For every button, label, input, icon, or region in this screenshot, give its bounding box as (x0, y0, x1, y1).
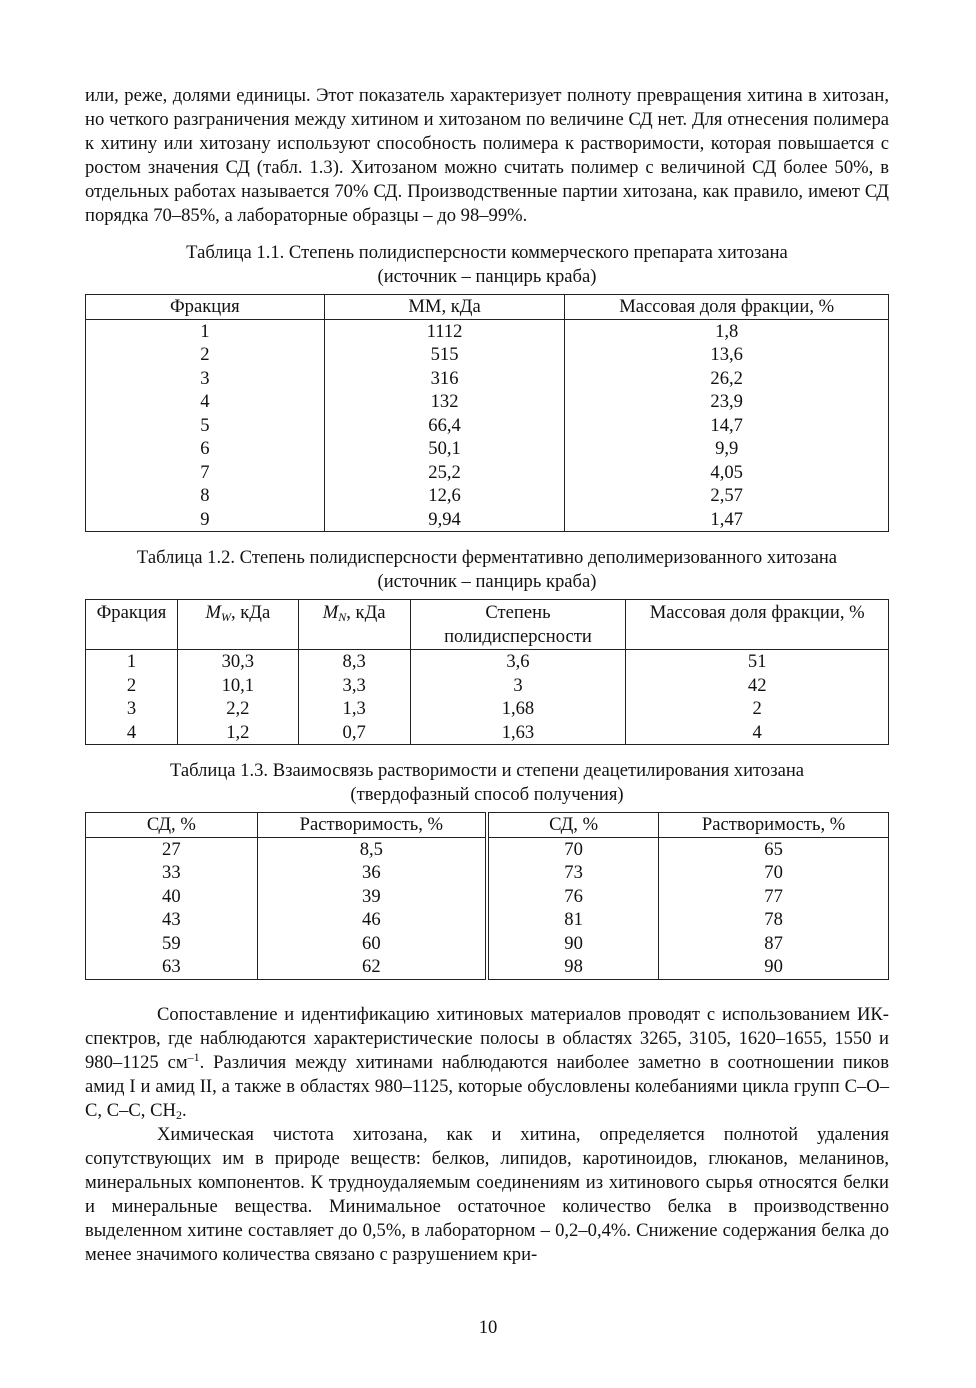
table-cell: 66,4 (324, 414, 565, 438)
table-cell: 132 (324, 390, 565, 414)
table-cell: 5 (86, 414, 325, 438)
paragraph-ir-sup: –1 (187, 1049, 200, 1064)
table-row (86, 908, 889, 932)
table-cell: 39 (257, 885, 487, 909)
table-cell: 63 (86, 955, 258, 979)
table-row (86, 885, 889, 909)
table3 (85, 812, 889, 980)
table-cell: 4,05 (565, 461, 889, 485)
table3-header-row (86, 813, 889, 838)
table-cell: 26,2 (565, 367, 889, 391)
table-cell: 59 (86, 932, 258, 956)
table1-body (86, 319, 889, 532)
table3-header-sd-right: СД, % (487, 813, 659, 838)
table-cell: 70 (659, 861, 889, 885)
table3-body (86, 837, 889, 979)
table-cell: 1 (86, 650, 178, 674)
table-cell: 46 (257, 908, 487, 932)
table-cell: 87 (659, 932, 889, 956)
table2-header-mn-unit: , кДа (346, 602, 386, 623)
table-cell: 4 (86, 390, 325, 414)
table2-caption-line1: Таблица 1.2. Степень полидисперсности ферментативно деполимеризованного хитозана (136, 547, 838, 568)
table-cell: 7 (86, 461, 325, 485)
table2-caption-line2: (источник – панцирь краба) (377, 571, 597, 592)
table-row (86, 414, 889, 438)
table-cell: 8 (86, 484, 325, 508)
table1-caption-line1: Таблица 1.1. Степень полидисперсности коммерческого препарата хитозана (186, 242, 788, 263)
table-row (86, 861, 889, 885)
table2-header-degree-line2: полидисперсности (444, 626, 592, 647)
table3-header-solubility-left: Растворимость, % (257, 813, 487, 838)
table-cell: 1,2 (177, 721, 298, 745)
paragraph-ir-spectra (85, 1003, 889, 1123)
table-row (86, 508, 889, 532)
table1-header-fraction: Фракция (86, 295, 325, 320)
table-cell: 6 (86, 437, 325, 461)
table-cell: 60 (257, 932, 487, 956)
table3-header-solubility-right: Растворимость, % (659, 813, 889, 838)
table3-caption-line2: (твердофазный способ получения) (350, 784, 624, 805)
table-row (86, 437, 889, 461)
table-cell: 3 (86, 697, 178, 721)
table-cell: 3 (86, 367, 325, 391)
table-cell: 73 (487, 861, 659, 885)
table2-header-fraction: Фракция (86, 600, 178, 650)
table-cell: 13,6 (565, 343, 889, 367)
table-cell: 23,9 (565, 390, 889, 414)
table2-header-row (86, 600, 889, 650)
table-row (86, 650, 889, 674)
paragraph-ir-sub: 2 (175, 1107, 182, 1122)
table-cell: 1 (86, 319, 325, 343)
table-cell: 10,1 (177, 674, 298, 698)
table-cell: 50,1 (324, 437, 565, 461)
table1 (85, 294, 889, 532)
table2-header-mass: Массовая доля фракции, % (626, 600, 889, 650)
table-cell: 4 (626, 721, 889, 745)
table-row (86, 955, 889, 979)
table-cell: 27 (86, 837, 258, 861)
table-cell: 78 (659, 908, 889, 932)
paragraph-ir-part3: . (181, 1099, 187, 1121)
paragraph-chemical-purity: Химическая чистота хитозана, как и хитина, определяется полнотой удаления сопутствующих им в природе веществ: белков, липидов, каротиноидов, глюканов, меланинов, минеральных компонентов. К трудноудаляемым соединениям из хитинового сырья относятся белки и минеральные вещества. Минимальное остаточное количество белка в производственно выделенном хитине составляет до 0,5%, в лабораторном – 0,2–0,4%. Снижение содержания белка до менее значимого количества связано с разрушением кри- (85, 1123, 889, 1265)
table-cell: 8,5 (257, 837, 487, 861)
table2-header-mw-symbol: M (205, 602, 221, 623)
table2-header-mw-unit: , кДа (230, 602, 271, 623)
table-cell: 14,7 (565, 414, 889, 438)
table3-caption (85, 759, 889, 807)
table-cell: 2,57 (565, 484, 889, 508)
table-cell: 2 (626, 697, 889, 721)
table-cell: 9 (86, 508, 325, 532)
table2-body (86, 650, 889, 745)
table2-header-mw-sub: W (220, 610, 231, 624)
table-cell: 1,3 (298, 697, 410, 721)
table-row (86, 697, 889, 721)
table2-header-mn-sub: N (338, 610, 347, 624)
table2-header-degree (410, 600, 626, 650)
table1-caption-line2: (источник – панцирь краба) (377, 266, 597, 287)
table1-header-mm: ММ, кДа (324, 295, 565, 320)
table-cell: 3 (410, 674, 626, 698)
table-row (86, 319, 889, 343)
table-cell: 77 (659, 885, 889, 909)
table-cell: 40 (86, 885, 258, 909)
table2-header-mw (177, 600, 298, 650)
table-cell: 90 (659, 955, 889, 979)
table-row (86, 721, 889, 745)
table-cell: 62 (257, 955, 487, 979)
table-row (86, 390, 889, 414)
table-cell: 98 (487, 955, 659, 979)
table-row (86, 837, 889, 861)
table2 (85, 599, 889, 745)
table2-header-mn (298, 600, 410, 650)
table-cell: 1,8 (565, 319, 889, 343)
paragraph-ir-part2: . Различия между хитинами наблюдаются наиболее заметно в соотношении пиков амид I и амид II, а также в областях 980–1125, которые обусловлены колебаниями цикла групп С–О–С, С–С, СН (85, 1051, 889, 1121)
table-cell: 51 (626, 650, 889, 674)
document-page (85, 84, 889, 1267)
table1-caption (85, 241, 889, 289)
paragraph-ir-part1: Сопоставление и идентификацию хитиновых материалов проводят с использованием ИК-спектров, где наблюдаются характеристические полосы в областях 3265, 3105, 1620–1655, 1550 и 980–1125 см (85, 1003, 889, 1073)
table3-caption-line1: Таблица 1.3. Взаимосвязь растворимости и степени деацетилирования хитозана (169, 760, 805, 781)
table-cell: 1,63 (410, 721, 626, 745)
intro-paragraph: или, реже, долями единицы. Этот показатель характеризует полноту превращения хитина в хитозан, но четкого разграничения между хитином и хитозаном по величине СД нет. Для отнесения полимера к хитину или хитозану используют способность полимера к растворимости, которая повышается с ростом значения СД (табл. 1.3). Хитозаном можно считать полимер с величиной СД более 50%, в отдельных работах называется 70% СД. Производственные партии хитозана, как правило, имеют СД порядка 70–85%, а лабораторные образцы – до 98–99%. (85, 85, 889, 226)
table-cell: 25,2 (324, 461, 565, 485)
table-cell: 81 (487, 908, 659, 932)
table-cell: 515 (324, 343, 565, 367)
table-row (86, 932, 889, 956)
table-cell: 42 (626, 674, 889, 698)
table2-header-mn-symbol: M (322, 602, 339, 623)
table-cell: 1,68 (410, 697, 626, 721)
table-row (86, 484, 889, 508)
table-cell: 3,3 (298, 674, 410, 698)
table-cell: 3,6 (410, 650, 626, 674)
table-cell: 30,3 (177, 650, 298, 674)
table-cell: 65 (659, 837, 889, 861)
table-row (86, 674, 889, 698)
table2-caption (85, 546, 889, 594)
table-row (86, 367, 889, 391)
table1-header-mass: Массовая доля фракции, % (565, 295, 889, 320)
table-cell: 1,47 (565, 508, 889, 532)
table-cell: 1112 (324, 319, 565, 343)
table-row (86, 343, 889, 367)
table-cell: 2 (86, 674, 178, 698)
table3-header-sd-left: СД, % (86, 813, 258, 838)
table-cell: 9,9 (565, 437, 889, 461)
table-cell: 70 (487, 837, 659, 861)
table-cell: 43 (86, 908, 258, 932)
page-number: 10 (478, 1317, 498, 1338)
table-cell: 9,94 (324, 508, 565, 532)
table2-header-degree-line1: Степень (485, 602, 551, 623)
table-cell: 90 (487, 932, 659, 956)
table1-header-row (86, 295, 889, 320)
table-cell: 2,2 (177, 697, 298, 721)
table-cell: 76 (487, 885, 659, 909)
table-cell: 33 (86, 861, 258, 885)
table-cell: 12,6 (324, 484, 565, 508)
table-cell: 36 (257, 861, 487, 885)
table-cell: 8,3 (298, 650, 410, 674)
table-cell: 4 (86, 721, 178, 745)
table-cell: 0,7 (298, 721, 410, 745)
table-cell: 316 (324, 367, 565, 391)
table-cell: 2 (86, 343, 325, 367)
table-row (86, 461, 889, 485)
